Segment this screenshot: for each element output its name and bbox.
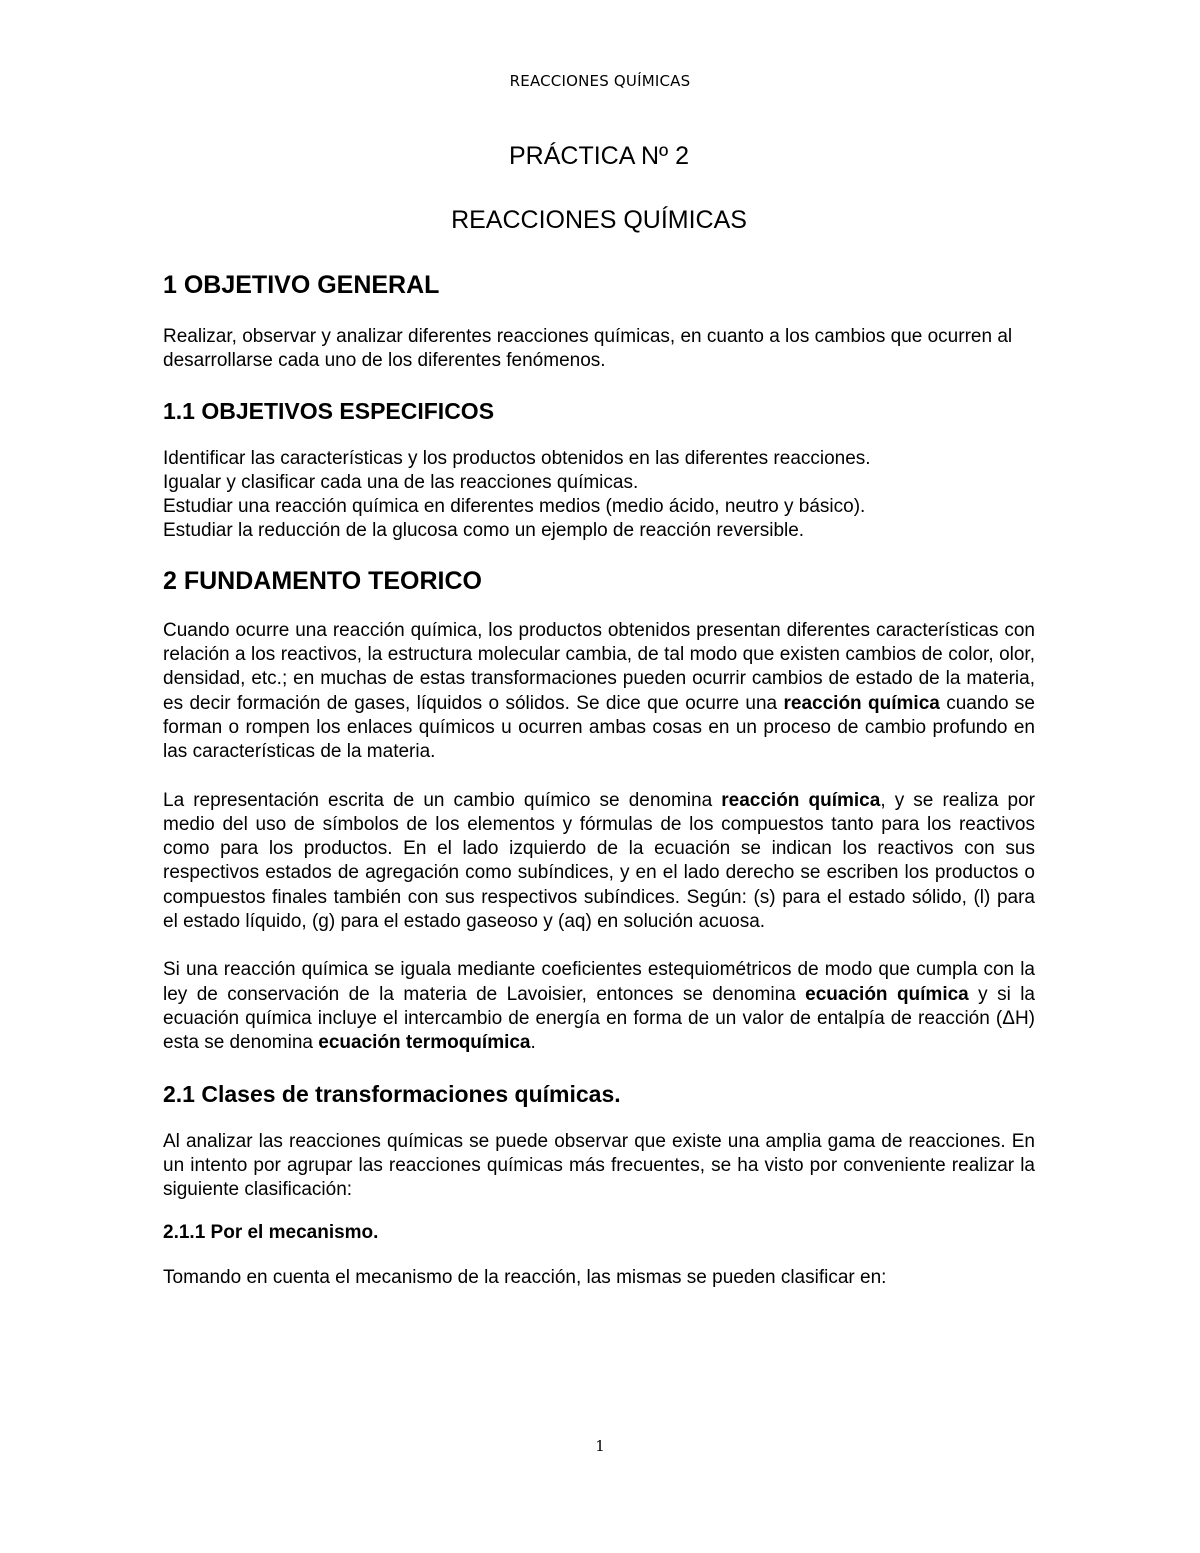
section-2-1-1-heading: 2.1.1 Por el mecanismo. (163, 1222, 379, 1244)
bold-term: reacción química (721, 789, 881, 811)
objective-item: Estudiar una reacción química en diferentes medios (medio ácido, neutro y básico). (163, 496, 866, 518)
objective-item: Igualar y clasificar cada una de las reacciones químicas. (163, 471, 639, 493)
paragraph-text: Si una reacción química se iguala mediante coeficientes estequiométricos de modo que cumpla con la ley de conservación de la materia de Lavoisier, entonces se denomina (163, 959, 1035, 1005)
paragraph-text: , y se realiza por medio del uso de símbolos de los elementos y fórmulas de los compuestos tanto para los reactivos como para los productos. En el lado izquierdo de la ecuación se indican los reactivos con sus respectivos estados de agregación como subíndices, y en el lado derecho se escriben los productos o compuestos finales también con sus respectivos subíndices. Según: (s) para el estado sólido, (l) para el estado líquido, (g) para el estado gaseoso y (aq) en solución acuosa. (163, 789, 1035, 933)
running-header: REACCIONES QUÍMICAS (509, 72, 691, 90)
paragraph-text: cuando se forman o rompen los enlaces químicos u ocurren ambas cosas en un proceso de cambio profundo en las características de la materia. (163, 692, 1035, 763)
practice-title: PRÁCTICA Nº 2 (508, 142, 689, 170)
bold-term: ecuación termoquímica (318, 1032, 531, 1054)
section-2-paragraph-2 (163, 789, 1035, 935)
section-2-paragraph-1 (163, 619, 1035, 765)
paragraph-text: Cuando ocurre una reacción química, los productos obtenidos presentan diferentes características con relación a los reactivos, la estructura molecular cambia, de tal modo que existen cambios de color, olor, densidad, etc.; en muchas de estas transformaciones pueden ocurrir cambios de estado de la materia, es decir formación de gases, líquidos o sólidos. Se dice que ocurre una (163, 619, 1035, 714)
topic-title: REACCIONES QUÍMICAS (451, 206, 747, 234)
section-1-1-heading: 1.1 OBJETIVOS ESPECIFICOS (163, 397, 495, 424)
page-number: 1 (595, 1437, 605, 1455)
objective-item: Identificar las características y los productos obtenidos en las diferentes reacciones. (163, 447, 871, 469)
section-2-1-text: Al analizar las reacciones químicas se puede observar que existe una amplia gama de reacciones. En un intento por agrupar las reacciones químicas más frecuentes, se ha visto por conveniente realizar la siguiente clasificación: (163, 1130, 1035, 1201)
section-1-text: Realizar, observar y analizar diferentes reacciones químicas, en cuanto a los cambios que ocurren al desarrollarse cada uno de los diferentes fenómenos. (163, 326, 1013, 372)
page-content (163, 138, 1035, 1291)
paragraph-text: . (530, 1032, 536, 1054)
section-2-1-1-text: Tomando en cuenta el mecanismo de la reacción, las mismas se pueden clasificar en: (163, 1267, 887, 1289)
section-2-paragraph-3 (163, 958, 1035, 1055)
bold-term: ecuación química (805, 983, 969, 1005)
paragraph-text: y si la ecuación química incluye el intercambio de energía en forma de un valor de entalpía de reacción (ΔH) esta se denomina (163, 983, 1035, 1054)
bold-term: reacción química (783, 692, 940, 714)
section-1-heading: 1 OBJETIVO GENERAL (163, 271, 440, 299)
objectives-list (163, 447, 1035, 544)
section-2-1-heading: 2.1 Clases de transformaciones químicas. (163, 1080, 621, 1107)
objective-item: Estudiar la reducción de la glucosa como un ejemplo de reacción reversible. (163, 520, 805, 542)
paragraph-text: La representación escrita de un cambio químico se denomina (163, 789, 722, 811)
section-2-heading: 2 FUNDAMENTO TEORICO (163, 566, 482, 595)
